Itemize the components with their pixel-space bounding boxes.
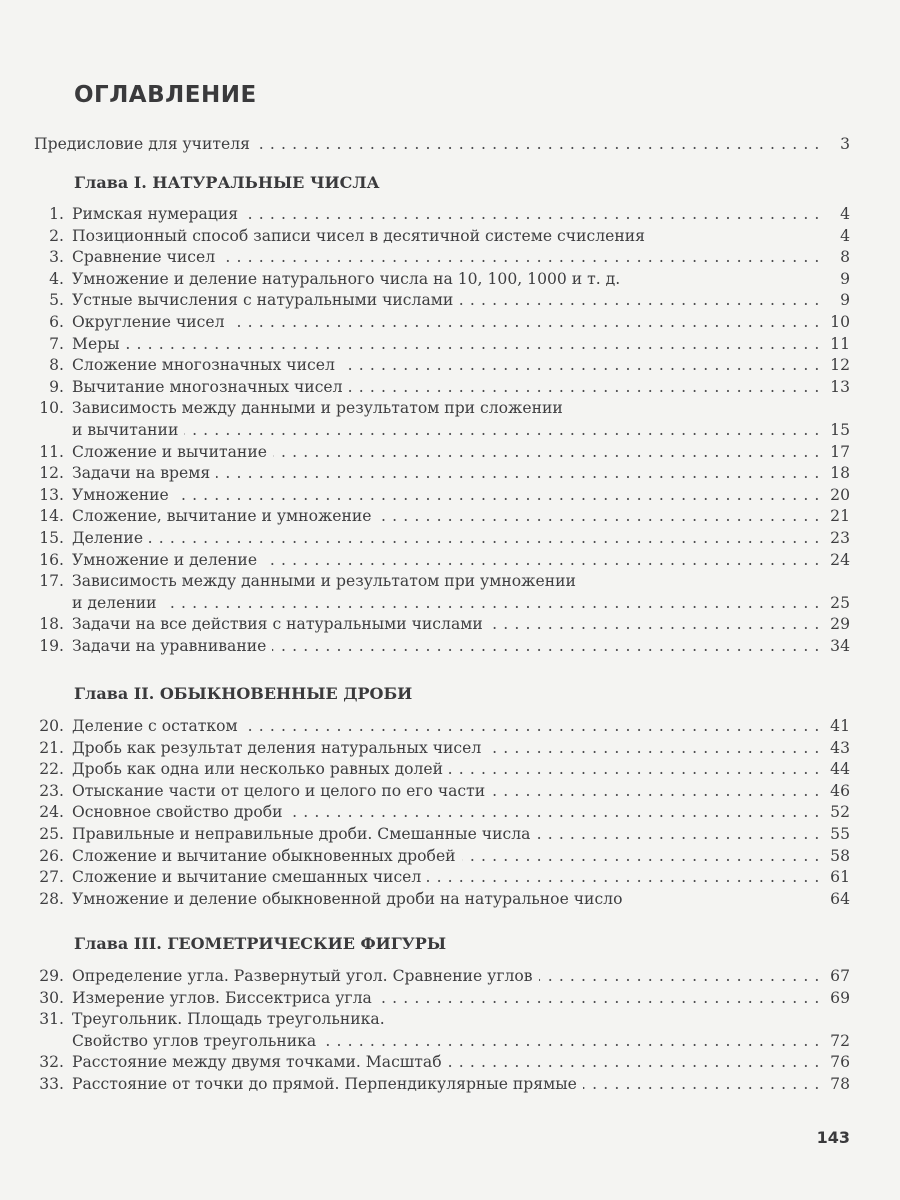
- entry-number: 27.: [39, 868, 64, 887]
- toc-entry[interactable]: [0, 549, 900, 571]
- entry-title: Задачи на все действия с натуральными числами . . .: [72, 613, 820, 635]
- entry-page: 4: [840, 205, 850, 223]
- toc-entry-continuation[interactable]: [0, 1030, 900, 1052]
- entry-page: 44: [830, 760, 850, 779]
- chapter-heading[interactable]: Глава I. НАТУРАЛЬНЫЕ ЧИСЛА: [74, 173, 380, 192]
- toc-entry[interactable]: [0, 484, 900, 506]
- entry-page: 12: [830, 356, 850, 375]
- entry-title: Задачи на уравнивание . . .: [72, 635, 820, 657]
- entry-number: 21.: [39, 738, 64, 757]
- entry-page: 29: [830, 615, 850, 634]
- toc-entry[interactable]: [0, 613, 900, 635]
- entry-number: 30.: [39, 988, 64, 1007]
- entry-number: 2.: [49, 226, 64, 245]
- toc-entry[interactable]: [0, 737, 900, 759]
- entry-page: 17: [830, 442, 850, 461]
- entry-page: 78: [830, 1075, 850, 1093]
- entry-number: 11.: [39, 442, 64, 461]
- chapter-heading[interactable]: Глава III. ГЕОМЕТРИЧЕСКИЕ ФИГУРЫ: [74, 934, 447, 953]
- entry-page: 8: [840, 248, 850, 267]
- entry-title: Треугольник. Площадь треугольника.: [72, 1008, 820, 1030]
- entry-title: Определение угла. Развернутый угол. Сравнение углов . . .: [72, 965, 820, 987]
- entry-title: Умножение и деление натурального числа на 10, 100, 1000 и т. д.: [72, 268, 820, 290]
- entry-page: 23: [830, 529, 850, 547]
- toc-entry[interactable]: [0, 354, 900, 376]
- toc-entry[interactable]: [0, 801, 900, 823]
- entry-title: Дробь как результат деления натуральных чисел . . .: [72, 737, 820, 759]
- entry-title-line2: Свойство углов треугольника . . .: [72, 1030, 820, 1052]
- entry-page: 20: [830, 485, 850, 504]
- entry-number: 25.: [39, 825, 64, 843]
- entry-number: 23.: [39, 781, 64, 800]
- entry-number: 29.: [39, 967, 64, 985]
- entry-title: Меры . . .: [72, 333, 820, 355]
- toc-entry[interactable]: [0, 289, 900, 311]
- entry-page: 64: [830, 889, 850, 908]
- toc-entry[interactable]: [0, 311, 900, 333]
- entry-title: Правильные и неправильные дроби. Смешанные числа . . .: [72, 823, 820, 845]
- entry-number: 28.: [39, 889, 64, 908]
- toc-entry[interactable]: [0, 1051, 900, 1073]
- entry-number: 5.: [49, 291, 64, 310]
- entry-title: Округление чисел . . .: [72, 311, 820, 333]
- entry-page: 13: [830, 377, 850, 396]
- toc-entry[interactable]: [0, 1073, 900, 1095]
- entry-number: 15.: [39, 529, 64, 547]
- toc-entry[interactable]: [0, 397, 900, 419]
- entry-title: Предисловие для учителя . . .: [34, 133, 820, 155]
- entry-title: Умножение . . .: [72, 484, 820, 506]
- toc-entry[interactable]: [0, 527, 900, 549]
- entry-page: 10: [830, 313, 850, 331]
- entry-title: Римская нумерация . . .: [72, 203, 820, 225]
- entry-page: 9: [840, 291, 850, 310]
- entry-title: Зависимость между данными и результатом при сложении: [72, 397, 820, 419]
- entry-page: 34: [830, 637, 850, 655]
- entry-number: 33.: [39, 1075, 64, 1093]
- entry-title: Измерение углов. Биссектриса угла . . .: [72, 987, 820, 1009]
- entry-number: 3.: [49, 248, 64, 267]
- toc-entry[interactable]: [0, 333, 900, 355]
- entry-number: 12.: [39, 464, 64, 483]
- toc-entry[interactable]: [0, 376, 900, 398]
- entry-number: 14.: [39, 507, 64, 526]
- entry-number: 4.: [49, 269, 64, 288]
- entry-number: 8.: [49, 356, 64, 375]
- entry-title: Сложение многозначных чисел . . .: [72, 354, 820, 376]
- toc-entry[interactable]: [0, 203, 900, 225]
- toc-entry[interactable]: [0, 987, 900, 1009]
- entry-page: 72: [830, 1031, 850, 1050]
- entry-number: 18.: [39, 615, 64, 634]
- entry-title-line2: и делении . . .: [72, 592, 820, 614]
- entry-page: 15: [830, 421, 850, 439]
- entry-title: Вычитание многозначных чисел . . .: [72, 376, 820, 398]
- entry-number: 13.: [39, 485, 64, 504]
- toc-entry[interactable]: [0, 462, 900, 484]
- entry-title: Задачи на время . . .: [72, 462, 820, 484]
- entry-number: 31.: [39, 1010, 64, 1029]
- entry-page: 24: [830, 550, 850, 569]
- entry-title: Зависимость между данными и результатом при умножении: [72, 570, 820, 592]
- toc-entry[interactable]: [0, 441, 900, 463]
- entry-page: 41: [830, 717, 850, 735]
- entry-page: 11: [830, 334, 850, 353]
- toc-entry[interactable]: [0, 225, 900, 247]
- entry-page: 9: [840, 269, 850, 288]
- entry-title: Позиционный способ записи чисел в десятичной системе счисления: [72, 225, 820, 247]
- entry-number: 20.: [39, 717, 64, 735]
- toc-entry-continuation[interactable]: [0, 419, 900, 441]
- toc-entry[interactable]: [0, 505, 900, 527]
- entry-number: 19.: [39, 637, 64, 655]
- entry-title: Умножение и деление обыкновенной дроби на натуральное число: [72, 888, 820, 910]
- entry-title: Сложение и вычитание обыкновенных дробей . . .: [72, 845, 820, 867]
- toc-entry-continuation[interactable]: [0, 592, 900, 614]
- entry-page: 58: [830, 846, 850, 865]
- entry-title-line2: и вычитании . . .: [72, 419, 820, 441]
- entry-title: Деление с остатком . . .: [72, 715, 820, 737]
- entry-page: 18: [830, 464, 850, 483]
- toc-entry[interactable]: [0, 758, 900, 780]
- entry-title: Отыскание части от целого и целого по его части . . .: [72, 780, 820, 802]
- entry-number: 16.: [39, 550, 64, 569]
- toc-entry[interactable]: [0, 866, 900, 888]
- entry-page: 25: [830, 593, 850, 612]
- entry-number: 1.: [49, 205, 64, 223]
- entry-page: 43: [830, 738, 850, 757]
- entry-title: Устные вычисления с натуральными числами . . .: [72, 289, 820, 311]
- entry-title: Сложение и вычитание . . .: [72, 441, 820, 463]
- entry-page: 61: [830, 868, 850, 887]
- entry-page: 21: [830, 507, 850, 526]
- toc-entry[interactable]: [0, 635, 900, 657]
- toc-entry-preface[interactable]: [0, 133, 900, 155]
- entry-number: 6.: [49, 313, 64, 331]
- entry-page: 76: [830, 1053, 850, 1072]
- toc-entry[interactable]: [0, 246, 900, 268]
- entry-page: 69: [830, 988, 850, 1007]
- toc-entry[interactable]: [0, 1008, 900, 1030]
- entry-page: 4: [840, 226, 850, 245]
- entry-number: 7.: [49, 334, 64, 353]
- entry-title: Сложение, вычитание и умножение . . .: [72, 505, 820, 527]
- entry-title: Деление . . .: [72, 527, 820, 549]
- entry-page: 67: [830, 967, 850, 985]
- entry-title: Основное свойство дроби . . .: [72, 801, 820, 823]
- page-number: 143: [816, 1128, 850, 1147]
- entry-title: Сложение и вычитание смешанных чисел . . .: [72, 866, 820, 888]
- toc-entry[interactable]: [0, 823, 900, 845]
- entry-page: 55: [830, 825, 850, 843]
- entry-number: 22.: [39, 760, 64, 779]
- toc-entry[interactable]: [0, 888, 900, 910]
- toc-entry[interactable]: [0, 965, 900, 987]
- toc-entry[interactable]: [0, 845, 900, 867]
- entry-number: 26.: [39, 846, 64, 865]
- toc-entry[interactable]: [0, 570, 900, 592]
- chapter-heading[interactable]: Глава II. ОБЫКНОВЕННЫЕ ДРОБИ: [74, 684, 413, 703]
- entry-number: 10.: [39, 399, 64, 418]
- entry-title: Расстояние от точки до прямой. Перпендикулярные прямые . . .: [72, 1073, 820, 1095]
- entry-title: Сравнение чисел . . .: [72, 246, 820, 268]
- entry-title: Расстояние между двумя точками. Масштаб . . .: [72, 1051, 820, 1073]
- entry-number: 32.: [39, 1053, 64, 1072]
- entry-title: Умножение и деление . . .: [72, 549, 820, 571]
- page-title: ОГЛАВЛЕНИЕ: [74, 82, 257, 108]
- entry-page: 46: [830, 781, 850, 800]
- entry-title: Дробь как одна или несколько равных долей . . .: [72, 758, 820, 780]
- entry-number: 9.: [49, 377, 64, 396]
- toc-entry[interactable]: [0, 268, 900, 290]
- entry-page: 3: [840, 135, 850, 153]
- entry-number: 24.: [39, 803, 64, 822]
- toc-entry[interactable]: [0, 715, 900, 737]
- entry-page: 52: [830, 803, 850, 822]
- toc-entry[interactable]: [0, 780, 900, 802]
- entry-number: 17.: [39, 572, 64, 591]
